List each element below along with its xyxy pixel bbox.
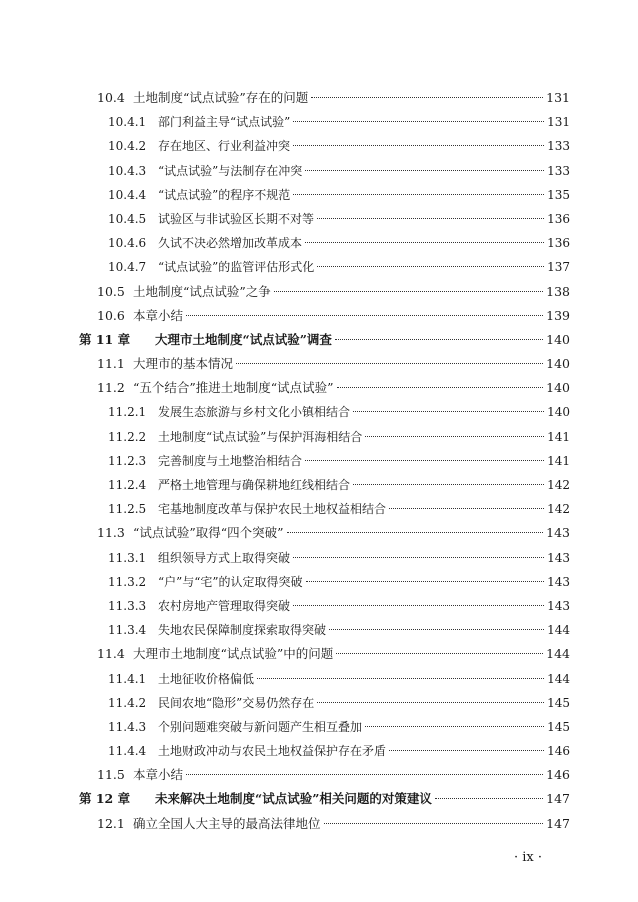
toc-entry-number: 10.4.2: [108, 139, 147, 154]
toc-subsection-row[interactable]: [79, 667, 570, 691]
toc-entry-number: 11.2.5: [108, 502, 147, 517]
toc-entry-number: 10.4.6: [108, 236, 147, 251]
toc-entry-page: 140: [547, 405, 570, 420]
dot-leader: [293, 121, 544, 122]
toc-entry-title: 确立全国人大主导的最高法律地位: [133, 815, 321, 831]
toc-entry-page: 143: [546, 525, 570, 541]
toc-entry-page: 135: [547, 187, 570, 202]
toc-entry-title: 土地制度“试点试验”之争: [133, 283, 271, 299]
dot-leader: [317, 218, 544, 219]
toc-entry-page: 144: [547, 671, 570, 686]
toc-entry-title: 试验区与非试验区长期不对等: [158, 211, 315, 226]
toc-entry-page: 136: [547, 211, 570, 226]
toc-entry-page: 138: [546, 283, 570, 299]
toc-entry-title: 存在地区、行业利益冲突: [158, 139, 291, 154]
dot-leader: [293, 557, 544, 558]
toc-entry-number: 11.2.4: [108, 478, 147, 492]
toc-entry-page: 144: [546, 646, 570, 662]
toc-subsection-row[interactable]: [79, 618, 570, 642]
toc-subsection-row[interactable]: [79, 400, 570, 424]
toc-entry-page: 139: [546, 307, 570, 323]
dot-leader: [186, 315, 543, 316]
toc-subsection-row[interactable]: [79, 425, 570, 449]
toc-entry-title: 宅基地制度改革与保护农民土地权益相结合: [158, 502, 387, 517]
dot-leader: [287, 532, 544, 533]
toc-entry-page: 145: [547, 719, 570, 734]
toc-entry-number: 第 11 章: [79, 331, 131, 347]
toc-entry-number: 10.4.7: [108, 260, 147, 275]
toc-entry-page: 146: [546, 767, 570, 783]
toc-entry-number: 10.4.3: [108, 163, 147, 178]
toc-subsection-row[interactable]: [79, 594, 570, 618]
toc-entry-number: 11.1: [97, 356, 125, 372]
toc-subsection-row[interactable]: [79, 207, 570, 231]
toc-entry-number: 10.4.4: [108, 187, 147, 202]
toc-entry-number: 11.5: [97, 767, 125, 783]
toc-section-row[interactable]: [79, 642, 570, 666]
toc-entry-number: 11.4.3: [108, 719, 147, 734]
toc-entry-number: 11.2: [97, 380, 125, 396]
toc-subsection-row[interactable]: [79, 546, 570, 570]
dot-leader: [305, 460, 544, 461]
toc-entry-number: 10.4.5: [108, 211, 147, 226]
toc-entry-page: 144: [547, 623, 570, 638]
toc-entry-number: 11.2.2: [108, 429, 147, 444]
toc-entry-number: 10.4: [97, 90, 125, 105]
toc-entry-page: 147: [546, 791, 570, 807]
toc-entry-title: 个别问题难突破与新问题产生相互叠加: [158, 719, 363, 734]
toc-subsection-row[interactable]: [79, 110, 570, 134]
toc-section-row[interactable]: [79, 521, 570, 545]
toc-entry-page: 142: [547, 502, 570, 517]
toc-subsection-row[interactable]: [79, 570, 570, 594]
dot-leader: [337, 387, 544, 388]
dot-leader: [236, 363, 543, 364]
toc-entry-title: 发展生态旅游与乡村文化小镇相结合: [158, 405, 351, 420]
toc-entry-title: 土地财政冲动与农民土地权益保护存在矛盾: [158, 744, 387, 759]
toc-subsection-row[interactable]: [79, 497, 570, 521]
toc-entry-title: “五个结合”推进土地制度“试点试验”: [133, 380, 334, 396]
dot-leader: [435, 798, 543, 799]
page-number: · ix ·: [514, 850, 543, 865]
toc-chapter-row[interactable]: [79, 328, 570, 352]
toc-entry-title: 组织领导方式上取得突破: [158, 550, 291, 565]
toc-entry-title: 大理市土地制度“试点试验”中的问题: [133, 646, 334, 662]
toc-entry-title: 完善制度与土地整治相结合: [158, 453, 303, 468]
dot-leader: [365, 726, 544, 727]
dot-leader: [306, 581, 545, 582]
dot-leader: [257, 678, 544, 679]
toc-entry-page: 140: [546, 356, 570, 372]
dot-leader: [293, 194, 544, 195]
dot-leader: [335, 339, 543, 340]
toc-entry-title: “试点试验”的程序不规范: [158, 187, 291, 202]
toc-entry-number: 12.1: [97, 815, 125, 831]
toc-entry-page: 137: [547, 260, 570, 275]
toc-entry-page: 133: [547, 163, 570, 178]
dot-leader: [353, 484, 544, 485]
dot-leader: [324, 823, 544, 824]
toc-entry-title: 部门利益主导“试点试验”: [158, 115, 291, 130]
toc-entry-page: 140: [546, 380, 570, 396]
dot-leader: [365, 436, 544, 437]
toc-entry-title: “户”与“宅”的认定取得突破: [158, 574, 303, 589]
toc-entry-page: 133: [547, 139, 570, 154]
toc-section-row[interactable]: [79, 86, 570, 110]
dot-leader: [336, 653, 543, 654]
toc-subsection-row[interactable]: [79, 473, 570, 497]
toc-subsection-row[interactable]: [79, 134, 570, 158]
toc-entry-number: 11.3.2: [108, 574, 147, 589]
toc-section-row[interactable]: [79, 812, 570, 836]
toc-entry-page: 131: [546, 90, 570, 105]
toc-entry-title: 本章小结: [133, 307, 184, 323]
toc-entry-number: 10.5: [97, 283, 125, 299]
toc-entry-title: 久试不决必然增加改革成本: [158, 236, 303, 251]
toc-entry-page: 136: [547, 236, 570, 251]
toc-entry-title: 大理市的基本情况: [133, 356, 234, 372]
toc-subsection-row[interactable]: [79, 715, 570, 739]
toc-subsection-row[interactable]: [79, 231, 570, 255]
toc-entry-page: 140: [546, 331, 570, 347]
toc-subsection-row[interactable]: [79, 449, 570, 473]
toc-entry-number: 11.3.4: [108, 623, 147, 638]
toc-section-row[interactable]: [79, 352, 570, 376]
dot-leader: [389, 508, 544, 509]
toc-entry-number: 11.4.2: [108, 695, 147, 710]
dot-leader: [353, 411, 544, 412]
toc-entry-title: “试点试验”与法制存在冲突: [158, 163, 303, 178]
toc-subsection-row[interactable]: [79, 739, 570, 763]
toc-subsection-row[interactable]: [79, 255, 570, 279]
toc-entry-title: 严格土地管理与确保耕地红线相结合: [158, 478, 351, 492]
dot-leader: [293, 145, 544, 146]
toc-entry-title: 民间农地“隐形”交易仍然存在: [158, 695, 315, 710]
toc-section-row[interactable]: [79, 763, 570, 787]
toc-entry-title: 本章小结: [133, 767, 184, 783]
toc-section-row[interactable]: [79, 376, 570, 400]
toc-entry-number: 11.4: [97, 646, 125, 662]
dot-leader: [329, 629, 544, 630]
toc-entry-number: 11.3.1: [108, 550, 147, 565]
dot-leader: [311, 97, 543, 98]
table-of-contents: [79, 86, 570, 836]
toc-entry-page: 131: [547, 115, 570, 130]
toc-entry-number: 11.4.4: [108, 744, 147, 759]
toc-entry-number: 10.4.1: [108, 115, 147, 130]
toc-entry-number: 11.2.3: [108, 453, 147, 468]
toc-entry-number: 11.4.1: [108, 671, 147, 686]
toc-entry-title: 土地制度“试点试验”与保护洱海相结合: [158, 429, 363, 444]
toc-entry-number: 11.2.1: [108, 405, 147, 420]
dot-leader: [305, 170, 544, 171]
dot-leader: [317, 266, 544, 267]
toc-entry-number: 第 12 章: [79, 791, 131, 807]
toc-subsection-row[interactable]: [79, 183, 570, 207]
toc-entry-page: 142: [547, 478, 570, 492]
toc-entry-page: 145: [547, 695, 570, 710]
dot-leader: [305, 242, 544, 243]
toc-entry-title: “试点试验”取得“四个突破”: [133, 525, 284, 541]
toc-entry-page: 141: [547, 429, 570, 444]
dot-leader: [293, 605, 544, 606]
toc-entry-number: 11.3.3: [108, 598, 147, 613]
toc-subsection-row[interactable]: [79, 691, 570, 715]
toc-entry-title: 农村房地产管理取得突破: [158, 598, 291, 613]
toc-entry-title: 土地征收价格偏低: [158, 671, 255, 686]
toc-chapter-row[interactable]: [79, 787, 570, 811]
toc-subsection-row[interactable]: [79, 159, 570, 183]
toc-entry-page: 141: [547, 453, 570, 468]
toc-entry-page: 143: [547, 598, 570, 613]
toc-entry-title: 失地农民保障制度探索取得突破: [158, 623, 327, 638]
toc-section-row[interactable]: [79, 304, 570, 328]
dot-leader: [274, 291, 543, 292]
dot-leader: [186, 774, 543, 775]
toc-entry-title: 大理市土地制度“试点试验”调查: [155, 331, 332, 347]
toc-entry-title: 未来解决土地制度“试点试验”相关问题的对策建议: [155, 791, 432, 807]
toc-entry-number: 11.3: [97, 525, 125, 541]
toc-entry-page: 143: [547, 550, 570, 565]
toc-entry-page: 147: [546, 815, 570, 831]
toc-entry-title: “试点试验”的监管评估形式化: [158, 260, 315, 275]
toc-entry-title: 土地制度“试点试验”存在的问题: [133, 90, 309, 105]
toc-entry-page: 146: [547, 744, 570, 759]
toc-entry-number: 10.6: [97, 307, 125, 323]
dot-leader: [389, 750, 544, 751]
toc-section-row[interactable]: [79, 280, 570, 304]
dot-leader: [317, 702, 544, 703]
toc-entry-page: 143: [547, 574, 570, 589]
